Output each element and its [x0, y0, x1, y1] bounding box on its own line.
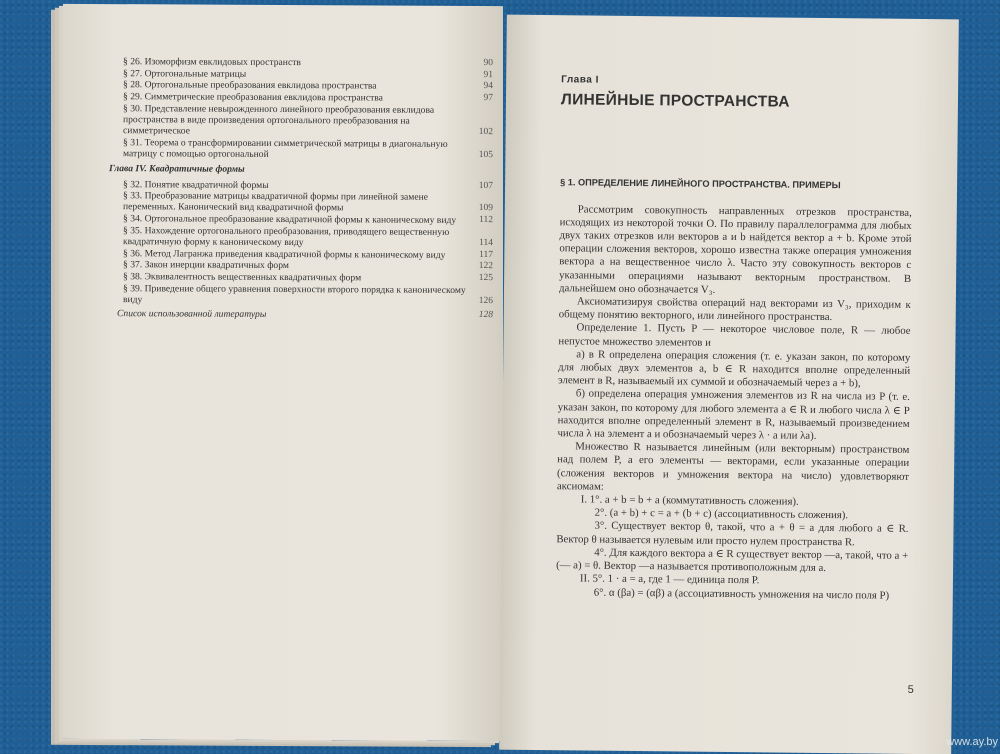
chapter-heading: Глава IV. Квадратичные формы — [109, 163, 245, 176]
toc-entry-title: § 32. Понятие квадратичной формы — [123, 178, 269, 191]
toc-entry-page: 94 — [483, 81, 493, 92]
toc-entry-title: § 35. Нахождение ортогонального преобразования, приводящего вещественную квадратичную форму к каноническому виду — [123, 225, 450, 249]
toc-entry — [123, 190, 493, 214]
toc-entry-title: § 39. Приведение общего уравнения поверхности второго порядка к каноническому виду — [123, 283, 466, 306]
toc-entry-page: 126 — [478, 296, 493, 307]
table-of-contents — [109, 56, 493, 322]
axiom: I. 1°. a + b = b + a (коммутативность сложения). — [580, 493, 799, 508]
chapter-title: ЛИНЕЙНЫЕ ПРОСТРАНСТВА — [560, 91, 790, 111]
toc-entry-page: 107 — [478, 180, 493, 191]
toc-entry-title: § 37. Закон инерции квадратичных форм — [123, 259, 289, 272]
toc-entry-title: § 29. Симметрические преобразования евклидова пространства — [123, 91, 383, 104]
toc-entry-title: § 36. Метод Лагранжа приведения квадратичной формы к каноническому виду — [123, 247, 446, 261]
chapter-label: Глава I — [561, 74, 599, 86]
toc-entry — [123, 225, 493, 249]
left-page — [63, 4, 503, 741]
toc-entry-page: 109 — [478, 203, 493, 214]
definition: Определение 1. Пусть P — некоторое числовое поле, R — любое непустое множество элементов и — [558, 321, 911, 349]
open-book — [55, 5, 960, 745]
bibliography-title: Список использованной литературы — [117, 308, 267, 321]
toc-entry — [123, 283, 493, 307]
toc-entry-page: 97 — [483, 93, 493, 104]
paragraph: б) определена операция умножения элементов из R на числа из P (т. е. указан закон, по которому для любого элемента a ∈ R и любого числа λ ∈ P находится вполне определенный элемент в R, называемый произведением числа λ на элемент a и обозначаемый через λ · a или λa). — [557, 387, 910, 442]
toc-entry — [123, 137, 493, 161]
bibliography-page: 128 — [478, 310, 493, 321]
right-page — [499, 15, 959, 754]
toc-entry-title: § 30. Представление невырожденного линейного преобразования евклидова пространства в виде произведения ортогонального преобразования на симметрическое — [123, 102, 435, 137]
axiom: 6°. α (βa) = (αβ) a (ассоциативность умножения на число поля P) — [593, 586, 890, 602]
paragraph: Аксиоматизируя свойства операций над векторами из V₃, приходим к общему понятию векторного, или линейного пространства. — [558, 295, 911, 324]
toc-entry-page: 125 — [478, 273, 493, 284]
toc-entry-title: § 28. Ортогональные преобразования евклидова пространства — [123, 79, 377, 92]
section-title: § 1. ОПРЕДЕЛЕНИЕ ЛИНЕЙНОГО ПРОСТРАНСТВА. ПРИМЕРЫ — [560, 177, 841, 191]
toc-entry-title: § 38. Эквивалентность вещественных квадратичных форм — [123, 271, 362, 284]
toc-entry — [123, 103, 493, 139]
axiom: 2°. (a + b) + c = a + (b + c) (ассоциативность сложения). — [594, 506, 849, 522]
paragraph: Рассмотрим совокупность направленных отрезков пространства, исходящих из некоторой точки O. По правилу параллелограмма для любых двух таких отрезков или векторов a и b найдется вектор a + b. Кроме этой операции сложения векторов, хорошо известна также операция умножения вектора a на вещественное число λ. Часто эту совокупность векторов с указанными операциями называют векторным пространством. В дальнейшем оно обозначается V₃. — [558, 203, 912, 296]
toc-entry-title: § 27. Ортогональные матрицы — [123, 67, 247, 80]
toc-entry-page: 114 — [479, 238, 493, 249]
toc-entry-page: 117 — [479, 249, 493, 260]
toc-entry-page: 105 — [478, 150, 493, 161]
toc-entry-title: § 34. Ортогональное преобразование квадратичной формы к каноническому виду — [123, 213, 457, 227]
toc-entry-title: § 26. Изоморфизм евклидовых пространств — [123, 56, 301, 69]
toc-entry-title: § 31. Теорема о трансформировании симметрической матрицы в диагональную матрицу с помощью ортогональной — [123, 137, 448, 161]
axiom: 3°. Существует вектор θ, такой, что a + θ = a для любого a ∈ R. Вектор θ называется нулевым или просто нулем пространства R. — [556, 520, 909, 549]
axiom: 4°. Для каждого вектора a ∈ R существует вектор —a, такой, что a + (— a) = θ. Вектор —a называется противоположным для a. — [556, 546, 909, 575]
page-number: 5 — [907, 683, 914, 696]
toc-entry-page: 91 — [483, 69, 493, 80]
toc-entry-page: 102 — [478, 127, 493, 138]
paragraph: Множество R называется линейным (или векторным) пространством над полем P, а его элементы — векторами, если указанные операции (сложения векторов и умножения вектора на число) удовлетворяют аксиомам: — [556, 440, 910, 493]
bibliography-entry — [117, 308, 493, 321]
toc-entry-page: 122 — [478, 261, 493, 272]
axiom: II. 5°. 1 · a = a, где 1 — единица поля P. — [579, 572, 760, 587]
toc-entry-title: § 33. Преобразование матрицы квадратичной формы при линейной замене переменных. Канонический вид квадратичной формы — [123, 190, 429, 214]
watermark: www.ay.by — [946, 736, 998, 748]
paragraph: а) в R определена операция сложения (т. е. указан закон, по которому для любых двух элементов a, b ∈ R находится вполне определенный элемент в R, называемый их суммой и обозначаемый через a + b), — [557, 348, 911, 390]
toc-entry-page: 90 — [483, 58, 493, 69]
toc-entry-page: 112 — [479, 215, 493, 226]
page-body — [556, 73, 913, 602]
